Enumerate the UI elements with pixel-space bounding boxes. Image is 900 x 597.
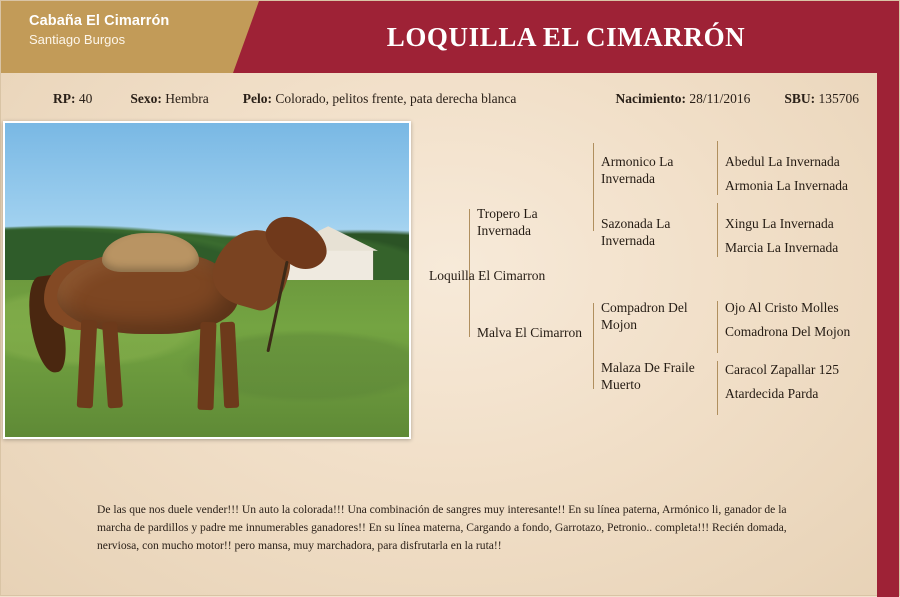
pedigree-gen4-node: Marcia La Invernada — [725, 240, 839, 255]
info-sexo-label: Sexo: — [130, 91, 162, 106]
title-bar — [233, 1, 899, 73]
brand-title: Cabaña El Cimarrón — [29, 13, 170, 29]
pedigree-gen4-node: Xingu La Invernada — [725, 216, 834, 231]
pedigree-gen3-node: Sazonada La Invernada — [601, 216, 671, 249]
horse-figure — [37, 217, 360, 412]
pedigree-sire: Tropero La Invernada — [477, 206, 538, 239]
pedigree-connector — [717, 141, 718, 195]
description-note: De las que nos duele vender!!! Un auto la colorada!!! Una combinación de sangres muy interesante!! En su línea paterna, Armónico li, ganador de la marcha de pardillos y padre me innumerables ganadores!! En su línea materna, Cargando a fondo, Garrotazo, Petronio.. completa!!! Recién domada, nerviosa, con mucho motor!! pero mansa, muy marchadora, para disfrutarla en la ruta!! — [97, 503, 787, 553]
pedigree-chart — [429, 121, 869, 439]
pedigree-connector — [717, 361, 718, 415]
brand-subtitle: Santiago Burgos — [29, 32, 126, 48]
pedigree-connector — [717, 203, 718, 257]
horse-photo — [3, 121, 411, 439]
pedigree-connector — [593, 143, 594, 231]
header — [1, 1, 899, 73]
pedigree-gen3-node: Compadron Del Mojon — [601, 300, 688, 333]
pedigree-gen3-node: Malaza De Fraile Muerto — [601, 360, 695, 393]
info-sexo-value: Hembra — [165, 91, 209, 106]
pedigree-gen4-node: Comadrona Del Mojon — [725, 324, 851, 339]
info-pelo-label: Pelo: — [242, 91, 272, 106]
horse-leg — [77, 320, 98, 408]
pedigree-connector — [593, 303, 594, 389]
info-pelo-value: Colorado, pelitos frente, pata derecha blanca — [275, 91, 517, 106]
pedigree-gen4-node: Armonia La Invernada — [725, 178, 848, 193]
pedigree-subject: Loquilla El Cimarron — [429, 268, 546, 283]
horse-leg — [197, 322, 216, 410]
pedigree-gen4-node: Caracol Zapallar 125 — [725, 362, 839, 377]
info-sbu-label: SBU: — [784, 91, 816, 106]
body-area — [1, 121, 899, 439]
info-rp-value: 40 — [78, 91, 93, 106]
pedigree-gen4-node: Abedul La Invernada — [725, 154, 840, 169]
pedigree-dam: Malva El Cimarron — [477, 325, 582, 340]
info-sbu — [784, 91, 859, 107]
pedigree-gen4-node: Ojo Al Cristo Molles — [725, 300, 839, 315]
info-nacimiento — [615, 91, 750, 107]
info-pelo — [243, 91, 517, 107]
info-row — [1, 73, 899, 121]
info-sbu-value: 135706 — [818, 91, 859, 106]
pedigree-gen3-node: Armonico La Invernada — [601, 154, 674, 187]
info-rp — [53, 91, 92, 107]
info-rp-label: RP: — [53, 91, 76, 106]
info-nacimiento-value: 28/11/2016 — [689, 91, 751, 106]
horse-saddle — [102, 233, 199, 272]
horse-leg — [219, 322, 238, 408]
brand-block — [1, 1, 233, 73]
page-title: LOQUILLA EL CIMARRÓN — [386, 21, 746, 52]
info-nacimiento-label: Nacimiento: — [615, 91, 686, 106]
info-sexo — [130, 91, 208, 107]
right-edge-strip — [877, 1, 899, 597]
pedigree-gen4-node: Atardecida Parda — [725, 386, 819, 401]
horse-leg — [102, 322, 122, 408]
pedigree-connector — [717, 301, 718, 353]
